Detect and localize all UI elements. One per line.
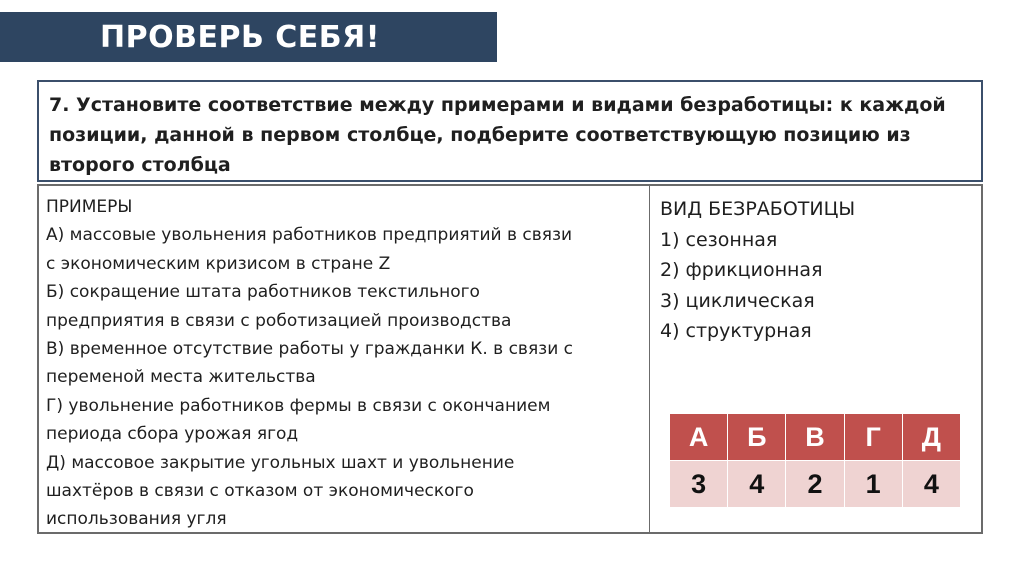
page-title: ПРОВЕРЬ СЕБЯ! [100,19,380,55]
example-line: Б) сокращение штата работников текстильного [46,282,480,303]
answer-letter: Г [844,414,902,461]
answer-value: 4 [728,461,786,508]
answer-value: 4 [902,461,960,508]
answer-value: 3 [670,461,728,508]
question-box [37,80,983,182]
example-line: предприятия в связи с роботизацией производства [46,310,512,331]
question-line: позиции, данной в первом столбце, подберите соответствующую позицию из [49,124,911,146]
examples-heading: ПРИМЕРЫ [46,197,133,217]
answer-letter: А [670,414,728,461]
type-item: 1) сезонная [660,228,778,251]
answer-letter: В [786,414,844,461]
type-item: 4) структурная [660,320,812,342]
answer-letter: Д [902,414,960,461]
example-line: Д) массовое закрытие угольных шахт и увольнение [46,452,515,473]
question-line: второго столбца [49,154,231,176]
example-line: В) временное отсутствие работы у гражданки К. в связи с [46,339,574,360]
answer-table [669,413,961,508]
examples-column [39,186,650,532]
example-line: шахтёров в связи с отказом от экономического [46,481,474,502]
answer-values-row [670,461,961,508]
example-line: периода сбора урожая ягод [46,424,299,445]
example-line: переменой места жительства [46,367,316,388]
example-line: использования угля [46,509,227,530]
title-banner [0,12,497,62]
answer-value: 1 [844,461,902,508]
answer-value: 2 [786,461,844,508]
example-line: с экономическим кризисом в стране Z [46,253,391,274]
types-heading: ВИД БЕЗРАБОТИЦЫ [660,198,856,220]
type-item: 3) циклическая [660,289,815,312]
type-item: 2) фрикционная [660,259,823,281]
answer-letters-row [670,414,961,461]
question-line: 7. Установите соответствие между примерами и видами безработицы: к каждой [49,94,946,116]
example-line: Г) увольнение работников фермы в связи с окончанием [46,395,551,416]
answer-letter: Б [728,414,786,461]
example-line: А) массовые увольнения работников предприятий в связи [46,225,573,246]
